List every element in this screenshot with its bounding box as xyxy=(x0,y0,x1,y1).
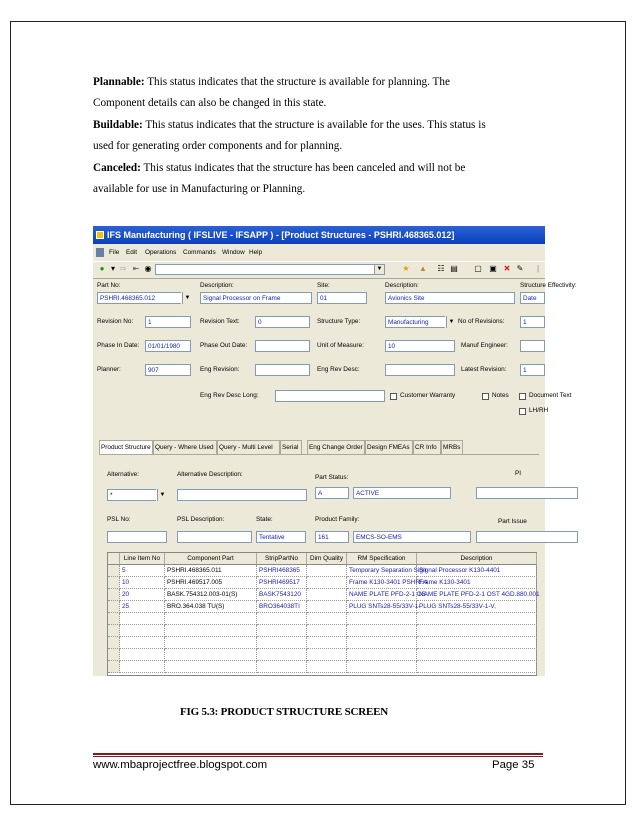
tab-query-multi-level[interactable]: Query - Multi Level xyxy=(217,440,280,454)
unit-of-measure-field[interactable]: 10 xyxy=(385,340,455,352)
table-cell-rm-spec[interactable] xyxy=(347,649,417,661)
binoculars-icon[interactable]: ◉ xyxy=(144,264,152,273)
table-cell-description[interactable] xyxy=(417,625,537,637)
print-icon[interactable]: ☷ xyxy=(437,264,445,273)
row-selector-header xyxy=(108,553,120,565)
revision-text-field[interactable]: 0 xyxy=(255,316,310,328)
tab-design-fmeas[interactable]: Design FMEAs xyxy=(365,440,413,454)
state-field[interactable]: Tentative xyxy=(256,531,306,543)
pi-label: PI xyxy=(515,470,522,477)
alternative-dropdown[interactable] xyxy=(156,489,167,501)
row-selector[interactable] xyxy=(108,577,120,589)
alternative-label: Alternative: xyxy=(107,471,139,478)
address-combo[interactable] xyxy=(155,264,385,275)
back-icon[interactable]: ● xyxy=(99,264,105,273)
phase-in-field[interactable]: 01/01/1980 xyxy=(145,340,191,352)
pi-field[interactable] xyxy=(476,487,578,499)
notes-checkbox[interactable] xyxy=(482,393,489,400)
separator-icon: | xyxy=(536,264,540,273)
planner-field[interactable]: 907 xyxy=(145,364,191,376)
table-cell-dim-quality[interactable] xyxy=(307,661,347,673)
alternative-field[interactable]: * xyxy=(107,489,167,501)
column-header-component-part[interactable]: Component Part xyxy=(165,553,257,565)
table-cell-strip-part[interactable]: BRO364038TI xyxy=(257,601,307,613)
delete-icon[interactable]: ✕ xyxy=(503,264,511,273)
description-field[interactable]: Signal Processor on Frame xyxy=(200,292,312,304)
chevron-down-icon: ▼ xyxy=(182,292,192,304)
structure-type-label: Structure Type: xyxy=(317,318,361,325)
edit-icon[interactable]: ✎ xyxy=(516,264,524,273)
document-icon xyxy=(96,248,104,257)
phase-out-label: Phase Out Date: xyxy=(200,342,248,349)
psl-no-field[interactable] xyxy=(107,531,167,543)
table-cell-dim-quality[interactable] xyxy=(307,613,347,625)
table-cell-component-part[interactable] xyxy=(165,613,257,625)
table-cell-strip-part[interactable]: PSHRI468365 xyxy=(257,565,307,577)
document-text-label: Document Text xyxy=(529,392,572,399)
row-selector[interactable] xyxy=(108,661,120,673)
site-label: Site: xyxy=(317,282,330,289)
table-cell-line-item[interactable] xyxy=(120,649,165,661)
eng-rev-desc-label: Eng Rev Desc: xyxy=(317,366,360,373)
paragraph-canceled: Canceled: This status indicates that the structure has been canceled and will not be xyxy=(93,162,466,174)
components-table xyxy=(107,552,540,676)
table-cell-line-item[interactable] xyxy=(120,637,165,649)
table-cell-component-part[interactable] xyxy=(165,625,257,637)
table-cell-rm-spec[interactable]: PLUG SNTs28-55/33V-1- xyxy=(347,601,417,613)
eng-rev-desc-long-field[interactable] xyxy=(275,390,385,402)
table-cell-line-item[interactable] xyxy=(120,661,165,673)
chevron-down-icon: ▼ xyxy=(374,265,384,274)
no-revisions-field[interactable]: 1 xyxy=(520,316,545,328)
alternative-description-label: Alternative Description: xyxy=(177,471,243,478)
table-cell-component-part[interactable] xyxy=(165,661,257,673)
structure-effectivity-field[interactable]: Date xyxy=(520,292,545,304)
table-cell-rm-spec[interactable]: NAME PLATE PFD-2-1 OS xyxy=(347,589,417,601)
site-description-field[interactable]: Avionics Site xyxy=(385,292,515,304)
description-label: Description: xyxy=(200,282,234,289)
revision-no-field[interactable]: 1 xyxy=(145,316,191,328)
row-selector[interactable] xyxy=(108,637,120,649)
eng-rev-desc-field[interactable] xyxy=(385,364,455,376)
table-cell-strip-part[interactable] xyxy=(257,625,307,637)
copy-icon[interactable]: ▢ xyxy=(474,264,482,273)
customer-warranty-checkbox[interactable] xyxy=(390,393,397,400)
structure-type-dropdown[interactable] xyxy=(445,316,456,328)
menu-edit[interactable]: Edit xyxy=(126,249,138,256)
table-cell-component-part[interactable]: BRO.364.038 TU(S) xyxy=(165,601,257,613)
footer-website: www.mbaprojectfree.blogspot.com xyxy=(93,759,268,771)
table-cell-dim-quality[interactable] xyxy=(307,649,347,661)
state-label: State: xyxy=(256,516,273,523)
revision-text-label: Revision Text: xyxy=(200,318,240,325)
ifs-screenshot xyxy=(93,226,577,676)
table-cell-description[interactable]: PLUG SNTs28-55/33V-1-V, xyxy=(417,601,537,613)
table-cell-line-item[interactable] xyxy=(120,625,165,637)
tab-mrbs[interactable]: MRBs xyxy=(441,440,463,454)
product-family-code-field[interactable]: 161 xyxy=(315,531,349,543)
eng-revision-label: Eng Revision: xyxy=(200,366,240,373)
row-selector[interactable] xyxy=(108,613,120,625)
lh-rh-label: LH/RH xyxy=(529,407,549,414)
lh-rh-checkbox[interactable] xyxy=(519,408,526,415)
row-selector[interactable] xyxy=(108,565,120,577)
column-header-line-item[interactable]: Line Item No xyxy=(120,553,165,565)
table-cell-rm-spec[interactable] xyxy=(347,637,417,649)
footer-rule xyxy=(93,753,543,755)
paragraph-canceled-cont: available for use in Manufacturing or Planning. xyxy=(93,183,306,195)
table-cell-rm-spec[interactable]: Frame K130-3401 PSHRI.4 xyxy=(347,577,417,589)
paragraph-plannable: Plannable: This status indicates that the structure is available for planning. The xyxy=(93,76,450,88)
paragraph-plannable-cont: Component details can also be changed in this state. xyxy=(93,97,327,109)
menu-window[interactable]: Window xyxy=(222,249,245,256)
row-selector[interactable] xyxy=(108,649,120,661)
table-cell-dim-quality[interactable] xyxy=(307,577,347,589)
structure-effectivity-label: Structure Effectivity: xyxy=(520,282,577,289)
manuf-engineer-field[interactable] xyxy=(520,340,545,352)
menu-file[interactable]: File xyxy=(109,249,120,256)
table-cell-dim-quality[interactable] xyxy=(307,625,347,637)
eng-revision-field[interactable] xyxy=(255,364,310,376)
part-issue-label: Part Issue xyxy=(498,518,527,525)
table-cell-dim-quality[interactable] xyxy=(307,565,347,577)
table-cell-component-part[interactable]: PSHRI.468365.011 xyxy=(165,565,257,577)
table-cell-component-part[interactable] xyxy=(165,649,257,661)
table-cell-description[interactable]: Frame K130-3401 xyxy=(417,577,537,589)
table-cell-line-item[interactable]: 25 xyxy=(120,601,165,613)
phase-out-field[interactable] xyxy=(255,340,310,352)
toolbar xyxy=(93,261,545,279)
table-cell-rm-spec[interactable]: Temporary Separation Sign xyxy=(347,565,417,577)
table-cell-dim-quality[interactable] xyxy=(307,601,347,613)
forward-icon[interactable]: ⇨ xyxy=(119,264,127,273)
tab-serial[interactable]: Serial xyxy=(280,440,302,454)
table-cell-description[interactable] xyxy=(417,661,537,673)
row-selector[interactable] xyxy=(108,589,120,601)
unit-of-measure-label: Unit of Measure: xyxy=(317,342,364,349)
no-revisions-label: No of Revisions: xyxy=(458,318,505,325)
table-cell-line-item[interactable]: 5 xyxy=(120,565,165,577)
navigate-icon[interactable]: ⇤ xyxy=(132,264,140,273)
column-header-rm-spec[interactable]: RM Specification xyxy=(347,553,417,565)
phase-in-label: Phase In Date: xyxy=(97,342,140,349)
table-cell-strip-part[interactable] xyxy=(257,637,307,649)
table-cell-strip-part[interactable] xyxy=(257,613,307,625)
table-cell-line-item[interactable] xyxy=(120,613,165,625)
table-cell-rm-spec[interactable] xyxy=(347,625,417,637)
row-selector[interactable] xyxy=(108,625,120,637)
table-cell-component-part[interactable]: BASK.754312.003-01(S) xyxy=(165,589,257,601)
table-cell-description[interactable]: Signal Processor K130-4401 xyxy=(417,565,537,577)
part-status-label: Part Status: xyxy=(315,474,349,481)
new-icon[interactable]: ★ xyxy=(402,264,410,273)
part-status-field[interactable]: ACTIVE xyxy=(353,487,451,499)
figure-caption: FIG 5.3: PRODUCT STRUCTURE SCREEN xyxy=(180,706,389,718)
tab-product-structure[interactable]: Product Structure xyxy=(99,440,153,455)
tab-cr-info[interactable]: CR Info xyxy=(413,440,441,454)
latest-revision-field[interactable]: 1 xyxy=(520,364,545,376)
paragraph-buildable-cont: used for generating order components and for planning. xyxy=(93,140,343,152)
title-bar xyxy=(93,226,545,244)
table-cell-description[interactable]: NAME PLATE PFD-2-1 OST 4GD.880.001 xyxy=(417,589,537,601)
open-icon[interactable]: ▲ xyxy=(419,264,427,273)
alternative-description-field[interactable] xyxy=(177,489,307,501)
row-selector[interactable] xyxy=(108,601,120,613)
tab-eng-change-order[interactable]: Eng Change Order xyxy=(307,440,365,454)
menu-commands[interactable]: Commands xyxy=(183,249,216,256)
part-no-label: Part No: xyxy=(97,282,121,289)
eng-rev-desc-long-label: Eng Rev Desc Long: xyxy=(200,392,259,399)
part-issue-field[interactable] xyxy=(476,531,578,543)
table-cell-line-item[interactable]: 20 xyxy=(120,589,165,601)
preview-icon[interactable]: ▤ xyxy=(450,264,458,273)
menu-help[interactable]: Help xyxy=(249,249,263,256)
customer-warranty-label: Customer Warranty xyxy=(400,392,456,399)
column-header-dim-quality[interactable]: Dim Quality xyxy=(307,553,347,565)
table-cell-dim-quality[interactable] xyxy=(307,589,347,601)
menu-bar xyxy=(93,246,545,259)
table-cell-description[interactable] xyxy=(417,649,537,661)
table-cell-strip-part[interactable]: BASK7543120 xyxy=(257,589,307,601)
site-description-label: Description: xyxy=(385,282,419,289)
table-cell-line-item[interactable]: 10 xyxy=(120,577,165,589)
chevron-down-icon: ▼ xyxy=(157,489,167,501)
part-no-field[interactable]: PSHRI.468365.012 xyxy=(97,292,192,304)
paste-icon[interactable]: ▣ xyxy=(489,264,497,273)
psl-no-label: PSL No: xyxy=(107,516,131,523)
manuf-engineer-label: Manuf Engineer: xyxy=(461,342,508,349)
product-family-label: Product Family: xyxy=(315,516,360,523)
table-cell-rm-spec[interactable] xyxy=(347,613,417,625)
window-title: IFS Manufacturing ( IFSLIVE - IFSAPP ) - [Product Structures - PSHRI.468365.012] xyxy=(107,230,455,240)
product-family-field[interactable]: EMCS-SO-EMS xyxy=(353,531,471,543)
chevron-down-icon: ▼ xyxy=(446,316,456,328)
planner-label: Planner: xyxy=(97,366,121,373)
paragraph-buildable: Buildable: This status indicates that the structure is available for the uses. This status is xyxy=(93,119,486,131)
column-header-strip-part[interactable]: StripPartNo xyxy=(257,553,307,565)
site-field[interactable]: 01 xyxy=(317,292,367,304)
footer-rule-thin xyxy=(93,756,543,757)
part-status-code-field[interactable]: A xyxy=(315,487,349,499)
column-header-description[interactable]: Description xyxy=(417,553,537,565)
table-cell-strip-part[interactable]: PSHRI469517 xyxy=(257,577,307,589)
structure-type-field[interactable]: Manufacturing xyxy=(385,316,455,328)
revision-no-label: Revision No: xyxy=(97,318,134,325)
app-icon xyxy=(96,231,104,239)
table-cell-description[interactable] xyxy=(417,637,537,649)
table-cell-strip-part[interactable] xyxy=(257,649,307,661)
table-cell-description[interactable] xyxy=(417,613,537,625)
dropdown-icon[interactable]: ▾ xyxy=(110,264,115,273)
table-cell-rm-spec[interactable] xyxy=(347,661,417,673)
table-cell-component-part[interactable] xyxy=(165,637,257,649)
psl-description-field[interactable] xyxy=(177,531,252,543)
tab-query-where-used[interactable]: Query - Where Used xyxy=(153,440,217,454)
table-cell-dim-quality[interactable] xyxy=(307,637,347,649)
menu-operations[interactable]: Operations xyxy=(145,249,177,256)
psl-description-label: PSL Description: xyxy=(177,516,225,523)
part-no-dropdown[interactable] xyxy=(181,292,192,304)
table-cell-strip-part[interactable] xyxy=(257,661,307,673)
notes-label: Notes xyxy=(492,392,509,399)
footer-page-number: Page 35 xyxy=(492,759,535,771)
document-text-checkbox[interactable] xyxy=(519,393,526,400)
latest-revision-label: Latest Revision: xyxy=(461,366,507,373)
table-cell-component-part[interactable]: PSHRI.469517.005 xyxy=(165,577,257,589)
